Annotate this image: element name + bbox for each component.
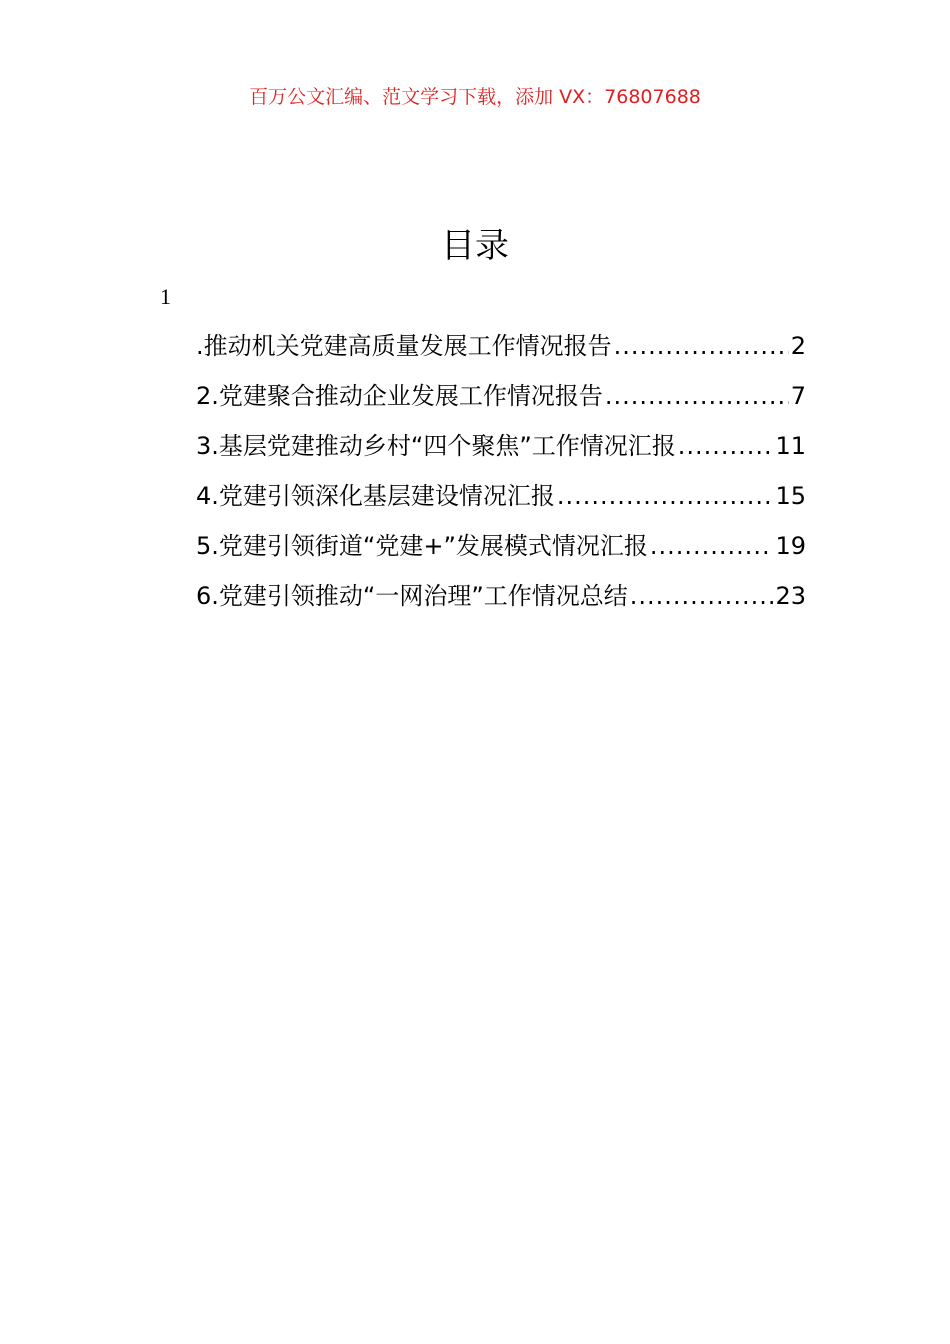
toc-entry-page: 7 <box>790 382 806 410</box>
toc-entry[interactable] <box>196 478 806 528</box>
toc-entry[interactable] <box>196 528 806 578</box>
toc-entry[interactable] <box>196 578 806 628</box>
toc-entry-title: 3.基层党建推动乡村“四个聚焦”工作情况汇报 <box>196 432 676 460</box>
toc-dot-leader <box>678 428 774 464</box>
toc-entry-page: 23 <box>775 582 806 610</box>
toc-entry[interactable] <box>196 328 806 378</box>
toc-title: 目录 <box>441 226 509 266</box>
toc-entry-title: 4.党建引领深化基层建设情况汇报 <box>196 482 555 510</box>
toc-entry-page: 15 <box>775 482 806 510</box>
toc-entry[interactable] <box>196 428 806 478</box>
toc-entry-page: 11 <box>775 432 806 460</box>
table-of-contents <box>196 328 806 628</box>
toc-dot-leader <box>650 528 774 564</box>
header-promo-note: 百万公文汇编、范文学习下载，添加 VX：76807688 <box>249 86 701 108</box>
toc-dot-leader <box>630 578 774 614</box>
toc-entry-title: 2.党建聚合推动企业发展工作情况报告 <box>196 382 603 410</box>
page-marker: 1 <box>160 284 171 309</box>
toc-dot-leader <box>557 478 774 514</box>
toc-entry-page: 19 <box>775 532 806 560</box>
toc-entry-title: 5.党建引领街道“党建+”发展模式情况汇报 <box>196 532 648 560</box>
toc-entry[interactable] <box>196 378 806 428</box>
toc-dot-leader <box>614 328 789 364</box>
toc-dot-leader <box>605 378 789 414</box>
toc-entry-page: 2 <box>790 332 806 360</box>
toc-entry-title: 6.党建引领推动“一网治理”工作情况总结 <box>196 582 628 610</box>
toc-entry-title: .推动机关党建高质量发展工作情况报告 <box>196 332 612 360</box>
